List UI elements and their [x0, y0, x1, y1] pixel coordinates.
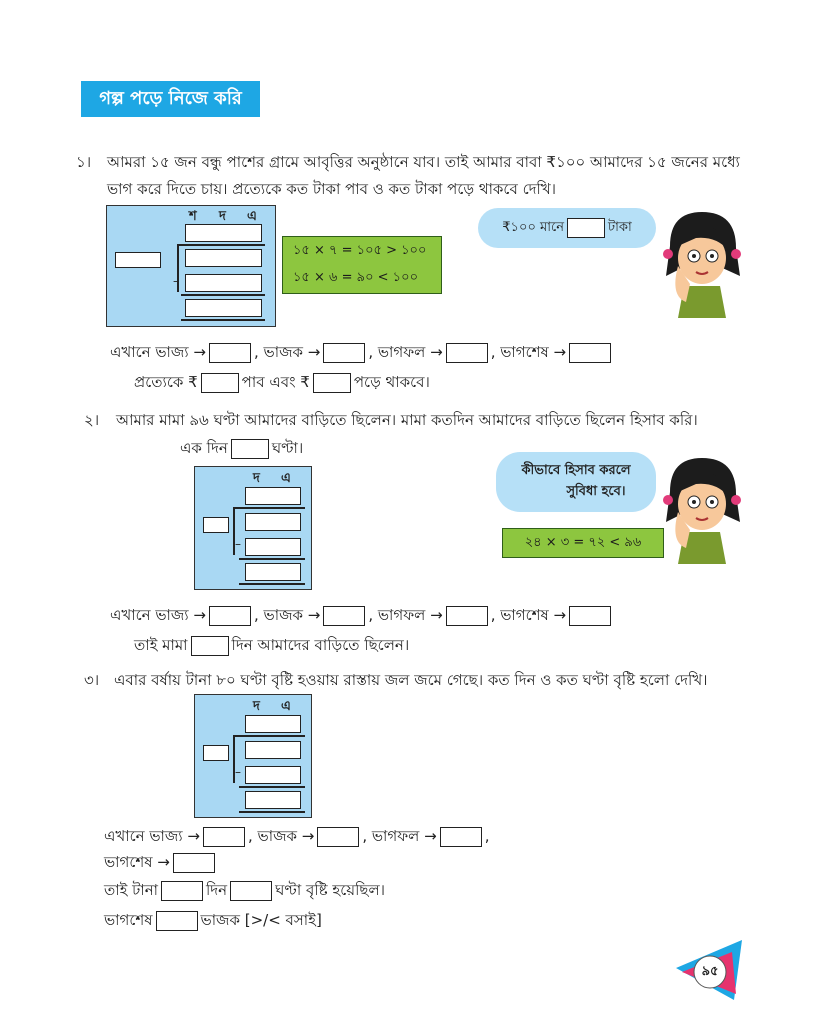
q1-hint-box [282, 236, 442, 294]
q1-product-box[interactable] [185, 274, 262, 292]
q2-answer-prefix: তাই মামা [134, 636, 188, 654]
q1-remainder-box[interactable] [185, 299, 262, 317]
minus-sign: – [235, 537, 241, 551]
q2-hint-line: ২৪ × ৩ = ৭২ < ৯৬ [524, 534, 642, 550]
q1-subtract-line [181, 294, 265, 296]
q1-each-amount-box[interactable] [201, 373, 239, 393]
q1-answer-mid: পাব এবং ₹ [241, 373, 310, 391]
q1-text-line1: আমরা ১৫ জন বন্ধু পাশের গ্রামে আবৃত্তির অনুষ্ঠানে যাব। তাই আমার বাবা ₹১০০ আমাদের ১৫ জনের মধ্যে [107, 153, 740, 171]
q3-terms-row [104, 826, 489, 847]
q2-one-day-suffix: ঘণ্টা। [271, 439, 304, 457]
minus-sign: – [235, 765, 241, 779]
q2-subtract-line [239, 558, 305, 560]
page-number: ৯৫ [701, 964, 719, 979]
q1-divisor-answer[interactable] [323, 343, 365, 363]
trailing-comma: , [484, 827, 490, 845]
q3-dividend-box[interactable] [245, 741, 301, 759]
q3-dividend-answer[interactable] [203, 827, 245, 847]
q3-division-bar [233, 735, 305, 737]
q3-divisor-box[interactable] [203, 745, 229, 761]
q1-answer-prefix: প্রত্যেকে ₹ [134, 373, 198, 391]
q1-quotient-box[interactable] [185, 224, 262, 242]
q3-answer-row [104, 880, 385, 901]
q1-answer-suffix: পড়ে থাকবে। [353, 373, 430, 391]
q3-answer-suffix: ঘণ্টা বৃষ্টি হয়েছিল। [275, 881, 386, 899]
q2-number: ২। [84, 411, 100, 429]
q3-division-panel [194, 694, 312, 818]
remainder-label: , ভাগশেষ → [490, 343, 567, 361]
quotient-label: , ভাগফল → [368, 606, 443, 624]
place-label-shatak: শ [189, 209, 197, 224]
q1-dividend-answer[interactable] [209, 343, 251, 363]
divisor-label: , ভাজক → [248, 827, 315, 845]
quotient-label: , ভাগফল → [368, 343, 443, 361]
q2-remainder-box[interactable] [245, 563, 301, 581]
q2-bubble-line1: কীভাবে হিসাব করলে [521, 463, 631, 478]
q2-hint-box [502, 528, 664, 558]
q1-division-panel [106, 205, 276, 327]
q3-compare-prefix: ভাগশেষ [104, 911, 153, 929]
quotient-label: , ভাগফল → [362, 827, 437, 845]
q3-divisor-answer[interactable] [317, 827, 359, 847]
q2-product-box[interactable] [245, 538, 301, 556]
q2-division-bar [233, 507, 305, 509]
q1-bubble-answer-box[interactable] [567, 218, 605, 238]
remainder-label: , ভাগশেষ → [490, 606, 567, 624]
q3-bottom-line [239, 811, 305, 813]
section-header: গল্প পড়ে নিজে করি [81, 81, 260, 117]
q3-number: ৩। [84, 671, 100, 689]
girl-illustration [656, 452, 748, 564]
q2-divisor-box[interactable] [203, 517, 229, 533]
divisor-label: , ভাজক → [254, 343, 321, 361]
q2-speech-bubble [496, 452, 656, 512]
divisor-label: , ভাজক → [254, 606, 321, 624]
q3-compare-suffix: ভাজক [>/< বসাই] [200, 911, 322, 929]
place-label-ekak: এ [281, 471, 291, 486]
q1-terms-row [110, 342, 614, 363]
q2-quotient-box[interactable] [245, 487, 301, 505]
q2-text-line1: আমার মামা ৯৬ ঘণ্টা আমাদের বাড়িতে ছিলেন। মামা কতদিন আমাদের বাড়িতে ছিলেন হিসাব করি। [116, 411, 698, 429]
q1-hint-line1: ১৫ × ৭ = ১০৫ > ১০০ [293, 243, 427, 258]
minus-sign: – [173, 274, 179, 288]
q3-subtract-line [239, 786, 305, 788]
q2-remainder-answer[interactable] [569, 606, 611, 626]
dividend-label: এখানে ভাজ্য → [110, 343, 206, 361]
q1-remainder-answer[interactable] [569, 343, 611, 363]
q1-bubble-prefix: ₹১০০ মানে [502, 219, 564, 235]
q1-answer-row [134, 372, 430, 393]
q2-days-box[interactable] [191, 636, 229, 656]
place-label-dashak: দ [219, 209, 226, 224]
q2-one-day-row [180, 438, 303, 459]
q3-hours-box[interactable] [230, 881, 272, 901]
dividend-label: এখানে ভাজ্য → [104, 827, 200, 845]
q3-days-box[interactable] [161, 881, 203, 901]
q3-product-box[interactable] [245, 766, 301, 784]
q2-bottom-line [239, 583, 305, 585]
q2-dividend-answer[interactable] [209, 606, 251, 626]
q3-compare-row [104, 910, 322, 931]
q1-division-bar [177, 244, 265, 246]
q2-one-day-prefix: এক দিন [180, 439, 228, 457]
q1-left-amount-box[interactable] [313, 373, 351, 393]
q1-speech-bubble [478, 208, 656, 248]
q1-divisor-box[interactable] [115, 252, 161, 268]
q2-answer-suffix: দিন আমাদের বাড়িতে ছিলেন। [231, 636, 410, 654]
q1-hint-line2: ১৫ × ৬ = ৯০ < ১০০ [293, 270, 419, 285]
place-label-dashak: দ [253, 471, 260, 486]
q1-number: ১। [76, 153, 92, 171]
place-label-dashak: দ [253, 699, 260, 714]
q1-text-line2: ভাগ করে দিতে চায়। প্রত্যেকে কত টাকা পাব ও কত টাকা পড়ে থাকবে দেখি। [107, 180, 557, 198]
q2-terms-row [110, 605, 614, 626]
q2-answer-row [134, 635, 409, 656]
q1-bubble-suffix: টাকা [608, 219, 632, 235]
q2-quotient-answer[interactable] [446, 606, 488, 626]
q2-divisor-answer[interactable] [323, 606, 365, 626]
q1-dividend-box[interactable] [185, 249, 262, 267]
q2-bubble-line2: সুবিধা হবে। [566, 484, 626, 499]
q3-answer-prefix: তাই টানা [104, 881, 159, 899]
q2-division-panel [194, 466, 312, 590]
q2-dividend-box[interactable] [245, 513, 301, 531]
remainder-label: ভাগশেষ → [104, 853, 170, 871]
dividend-label: এখানে ভাজ্য → [110, 606, 206, 624]
q3-answer-mid: দিন [206, 881, 228, 899]
q3-quotient-answer[interactable] [440, 827, 482, 847]
q2-hours-box[interactable] [231, 439, 269, 459]
q3-text-line1: এবার বর্ষায় টানা ৮০ ঘণ্টা বৃষ্টি হওয়ায় রাস্তায় জল জমে গেছে। কত দিন ও কত ঘণ্টা বৃষ্টি হলো দেখি। [114, 671, 708, 689]
q3-quotient-box[interactable] [245, 715, 301, 733]
q3-remainder-row [104, 852, 218, 873]
place-label-ekak: এ [247, 209, 257, 224]
q3-remainder-box[interactable] [245, 791, 301, 809]
q1-bottom-line [181, 319, 265, 321]
q3-compare-box[interactable] [156, 911, 198, 931]
place-label-ekak: এ [281, 699, 291, 714]
q3-remainder-answer[interactable] [173, 853, 215, 873]
q1-quotient-answer[interactable] [446, 343, 488, 363]
girl-illustration [656, 206, 748, 318]
